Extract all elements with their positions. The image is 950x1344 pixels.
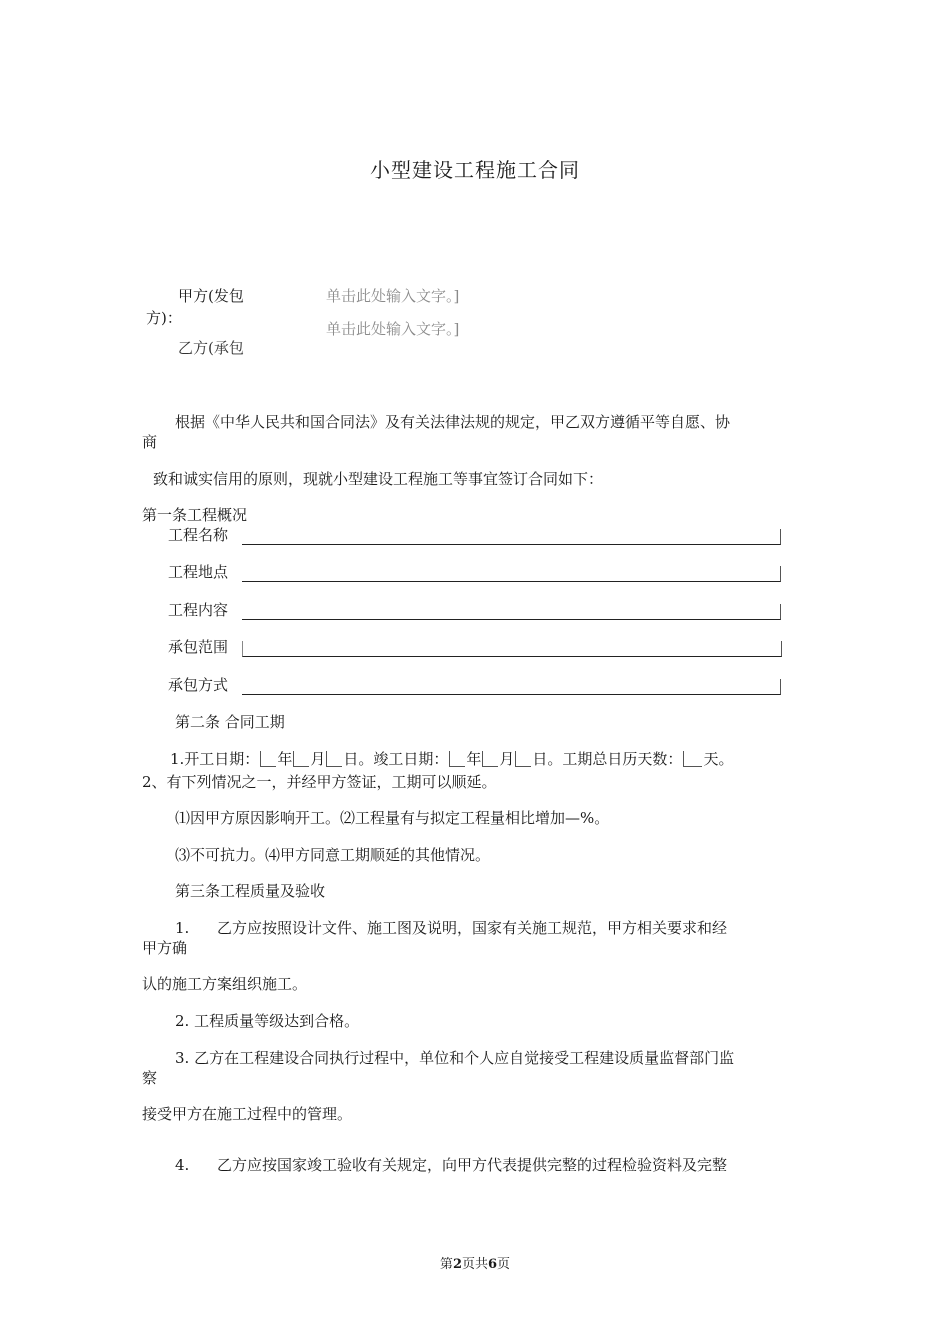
article2-item2: 2、有下列情况之一，并经甲方签证，工期可以顺延。 — [142, 773, 497, 791]
article3-item3: 3. 乙方在工程建设合同执行过程中，单位和个人应自觉接受工程建设质量监督部门监 — [175, 1049, 735, 1067]
field-label-project-location: 工程地点 — [168, 563, 229, 581]
article3-item1-wrap: 甲方确 — [142, 939, 188, 957]
end-month-blank[interactable] — [482, 751, 498, 767]
days-unit: 天。 — [703, 750, 734, 768]
article1-heading: 第一条工程概况 — [142, 506, 248, 524]
article3-heading: 第三条工程质量及验收 — [175, 882, 326, 900]
start-date-label: 1.开工日期： — [170, 750, 260, 768]
article3-item1-number: 1. — [175, 919, 190, 937]
page-footer — [0, 1258, 950, 1271]
article2-sub1: ⑴因甲方原因影响开工。⑵工程量有与拟定工程量相比增加—%。 — [175, 809, 610, 827]
article3-item3-cont: 接受甲方在施工过程中的管理。 — [142, 1105, 353, 1123]
total-days-blank[interactable] — [683, 751, 702, 767]
field-input-project-name[interactable] — [242, 529, 781, 545]
total-days-label: 工期总日历天数： — [562, 750, 683, 768]
end-date-label: 竣工日期： — [373, 750, 449, 768]
field-input-project-content[interactable] — [242, 604, 781, 620]
preamble-line2: 致和诚实信用的原则，现就小型建设工程施工等事宜签订合同如下： — [153, 470, 604, 488]
article2-heading: 第二条 合同工期 — [175, 713, 285, 731]
field-input-project-location[interactable] — [242, 566, 781, 582]
article3-item1: 乙方应按照设计文件、施工图及说明，国家有关施工规范，甲方相关要求和经 — [217, 919, 728, 937]
year-unit: 年 — [466, 750, 482, 768]
footer-total-pages: 6 — [488, 1257, 498, 1272]
day-unit: 日。 — [532, 750, 563, 768]
article2-item1 — [170, 751, 733, 767]
field-label-project-content: 工程内容 — [168, 601, 229, 619]
end-day-blank[interactable] — [515, 751, 531, 767]
preamble-line1: 根据《中华人民共和国合同法》及有关法律法规的规定，甲乙双方遵循平等自愿、协 — [175, 413, 731, 431]
month-unit: 月 — [499, 750, 515, 768]
party-b-input[interactable]: 单击此处输入文字。] — [326, 320, 460, 338]
article2-sub2: ⑶不可抗力。⑷甲方同意工期顺延的其他情况。 — [175, 846, 491, 864]
field-label-contract-method: 承包方式 — [168, 676, 229, 694]
month-unit: 月 — [310, 750, 326, 768]
footer-page-number: 2 — [452, 1257, 462, 1272]
article3-item4: 乙方应按国家竣工验收有关规定，向甲方代表提供完整的过程检验资料及完整 — [217, 1156, 728, 1174]
article3-item2: 2. 工程质量等级达到合格。 — [175, 1012, 360, 1030]
start-day-blank[interactable] — [326, 751, 342, 767]
year-unit: 年 — [277, 750, 293, 768]
footer-middle: 页共 — [461, 1257, 488, 1272]
article3-item1-cont: 认的施工方案组织施工。 — [142, 975, 308, 993]
field-input-contract-method[interactable] — [242, 679, 781, 695]
field-label-contract-scope: 承包范围 — [168, 638, 229, 656]
footer-prefix: 第 — [439, 1257, 453, 1272]
end-year-blank[interactable] — [449, 751, 465, 767]
document-title: 小型建设工程施工合同 — [370, 158, 580, 182]
party-a-label: 甲方(发包 — [178, 287, 244, 305]
party-a-label-wrap: 方)： — [146, 309, 182, 327]
start-year-blank[interactable] — [260, 751, 276, 767]
article3-item4-number: 4. — [175, 1156, 190, 1174]
party-b-label-clipped: 乙方(承包 — [178, 339, 244, 357]
field-label-project-name: 工程名称 — [168, 526, 229, 544]
footer-suffix: 页 — [497, 1257, 511, 1272]
preamble-line1-wrap: 商 — [142, 433, 158, 451]
field-input-contract-scope[interactable] — [242, 641, 782, 657]
party-a-input[interactable]: 单击此处输入文字。] — [326, 287, 460, 305]
day-unit: 日。 — [343, 750, 374, 768]
article3-item3-wrap: 察 — [142, 1069, 158, 1087]
start-month-blank[interactable] — [293, 751, 309, 767]
